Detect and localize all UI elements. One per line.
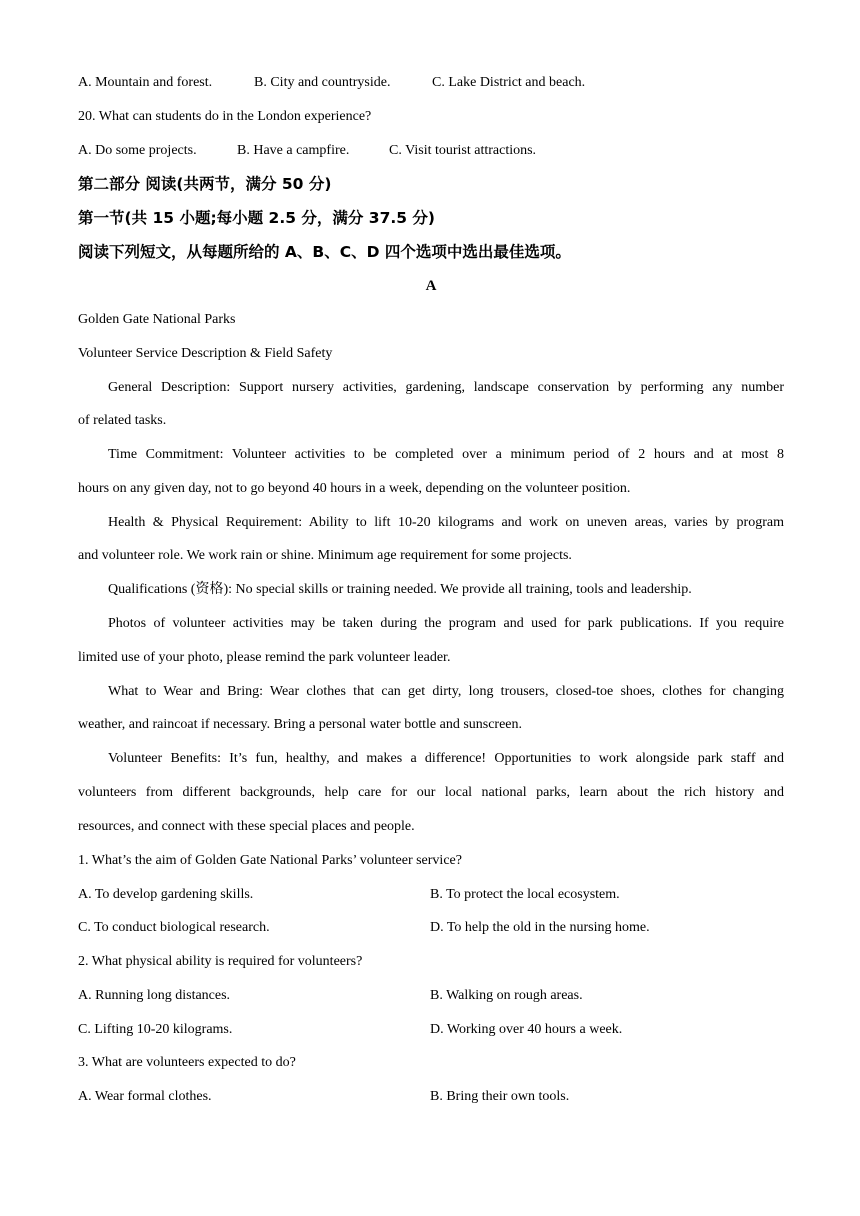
health-requirement-line-1: Health & Physical Requirement: Ability to lift 10-20 kilograms and work on uneven areas, varies by program <box>108 515 784 530</box>
benefits-line-1: Volunteer Benefits: It’s fun, healthy, and makes a difference! Opportunities to work alongside park staff and <box>108 751 784 766</box>
q2-question: 2. What physical ability is required for volunteers? <box>78 954 363 969</box>
q19-option-b: B. City and countryside. <box>254 75 391 90</box>
q20-question: 20. What can students do in the London experience? <box>78 109 372 124</box>
photos-line-2: limited use of your photo, please remind the park volunteer leader. <box>78 650 451 665</box>
q1-question: 1. What’s the aim of Golden Gate National Parks’ volunteer service? <box>78 853 462 868</box>
wear-bring-line-1: What to Wear and Bring: Wear clothes that can get dirty, long trousers, closed-toe shoes, clothes for changing <box>108 684 784 699</box>
photos-line-1: Photos of volunteer activities may be taken during the program and used for park publications. If you require <box>108 616 784 631</box>
passage-title: Golden Gate National Parks <box>78 312 236 327</box>
q19-option-c: C. Lake District and beach. <box>432 75 586 90</box>
part-title: 第二部分 阅读(共两节，满分 50 分) <box>78 175 332 193</box>
q1-option-c: C. To conduct biological research. <box>78 920 270 935</box>
general-description-line-1: General Description: Support nursery activities, gardening, landscape conservation by performing any number <box>108 380 784 395</box>
q19-option-a: A. Mountain and forest. <box>78 75 213 90</box>
passage-subtitle: Volunteer Service Description & Field Safety <box>78 346 333 361</box>
q20-option-a: A. Do some projects. <box>78 143 197 158</box>
instruction: 阅读下列短文，从每题所给的 A、B、C、D 四个选项中选出最佳选项。 <box>78 243 571 261</box>
qualifications-line: Qualifications (资格): No special skills or training needed. We provide all training, tools and leadership. <box>108 582 692 597</box>
health-requirement-line-2: and volunteer role. We work rain or shine. Minimum age requirement for some projects. <box>78 548 572 563</box>
time-commitment-line-2: hours on any given day, not to go beyond 40 hours in a week, depending on the volunteer position. <box>78 481 631 496</box>
q1-option-b: B. To protect the local ecosystem. <box>430 887 620 902</box>
section-title: 第一节(共 15 小题;每小题 2.5 分，满分 37.5 分) <box>78 209 436 227</box>
q3-question: 3. What are volunteers expected to do? <box>78 1055 296 1070</box>
q2-option-b: B. Walking on rough areas. <box>430 988 583 1003</box>
benefits-line-3: resources, and connect with these special places and people. <box>78 819 415 834</box>
q3-option-a: A. Wear formal clothes. <box>78 1089 212 1104</box>
benefits-line-2: volunteers from different backgrounds, help care for our local national parks, learn about the rich history and <box>78 785 784 800</box>
q2-option-a: A. Running long distances. <box>78 988 231 1003</box>
general-description-line-2: of related tasks. <box>78 413 167 428</box>
wear-bring-line-2: weather, and raincoat if necessary. Bring a personal water bottle and sunscreen. <box>78 717 523 732</box>
q1-option-a: A. To develop gardening skills. <box>78 887 254 902</box>
q3-option-b: B. Bring their own tools. <box>430 1089 570 1104</box>
q1-option-d: D. To help the old in the nursing home. <box>430 920 650 935</box>
time-commitment-line-1: Time Commitment: Volunteer activities to be completed over a minimum period of 2 hours and at most 8 <box>108 447 784 462</box>
passage-label: A <box>425 278 437 294</box>
q2-option-d: D. Working over 40 hours a week. <box>430 1022 623 1037</box>
q2-option-c: C. Lifting 10-20 kilograms. <box>78 1022 233 1037</box>
q20-option-c: C. Visit tourist attractions. <box>389 143 537 158</box>
q20-option-b: B. Have a campfire. <box>237 143 350 158</box>
